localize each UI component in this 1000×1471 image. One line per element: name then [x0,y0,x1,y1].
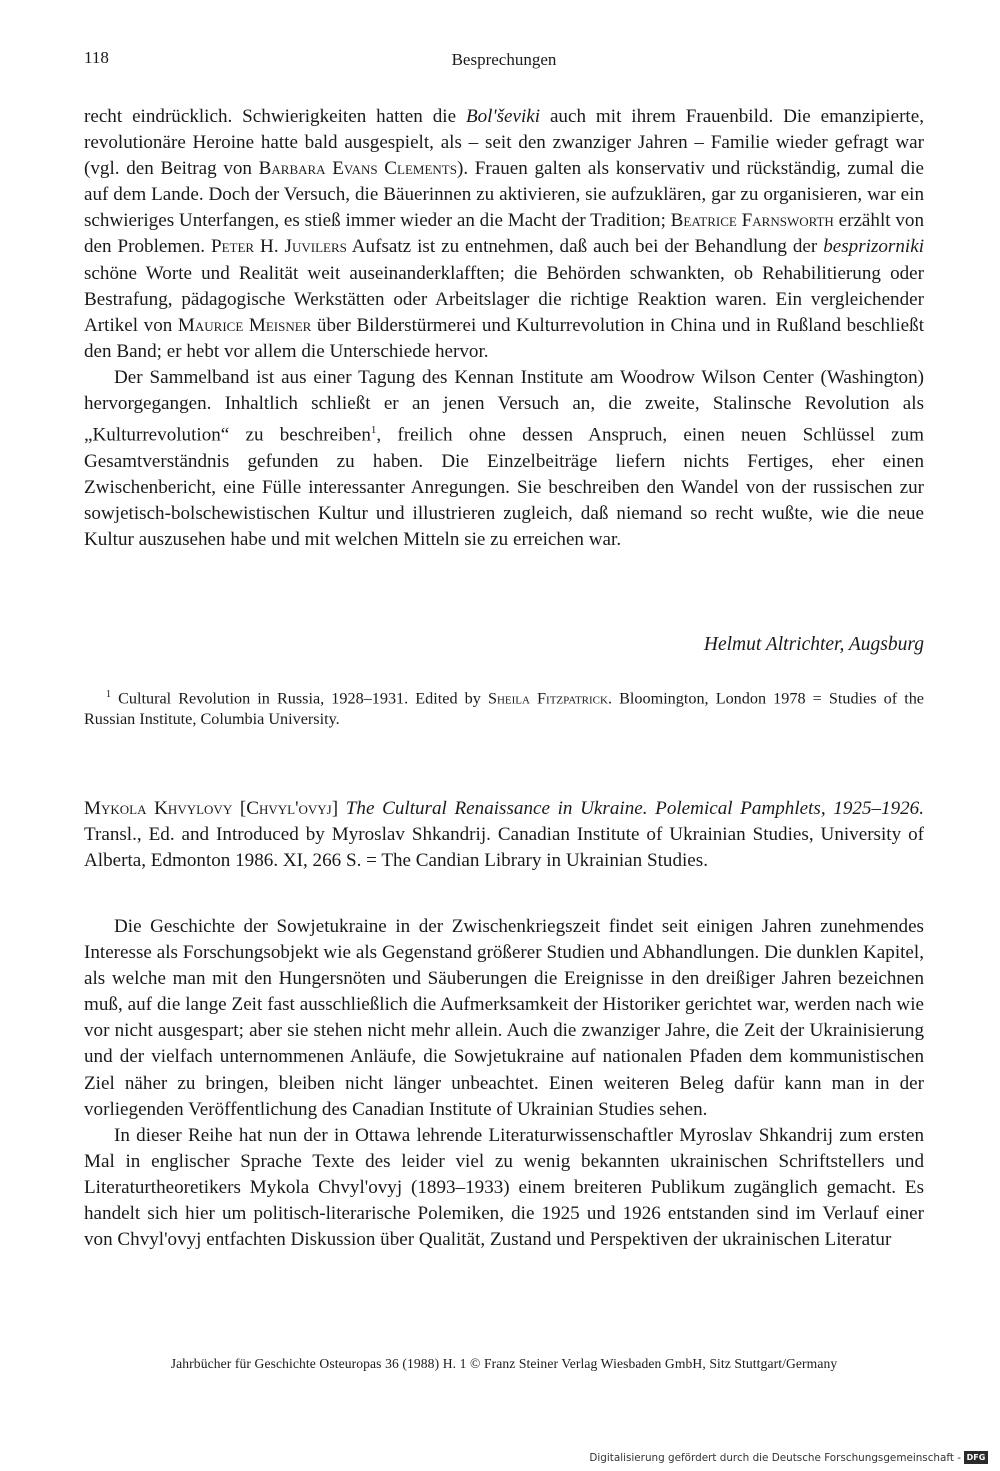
text-run: schöne Worte und Realität weit auseinanderklafften; die Behörden schwankten, ob Rehabilitierung oder Bestrafung, pädagogische Werkstätten oder Arbeitslager die richtige Reaktion waren. Ein vergleichender Artikel von [84,262,924,336]
text-run: Der Sammelband ist aus einer Tagung des Kennan Institute am Woodrow Wilson Center (Washington) hervorgegangen. Inhaltlich schließt er an jenen Versuch an, die zweite, Stalinsche Revolution als „Kulturrevolution“ zu beschreiben [84,366,924,446]
text-run: Cultural Revolution in Russia, 1928–1931. Edited by [111,689,488,708]
footnote-mark: 1 [106,689,111,700]
text-run: über Bilderstürmerei und Kulturrevolution in China und in Rußland beschließt den Band; er hebt vor allem die Unterschiede hervor. [84,314,924,362]
review2-body [84,914,924,1253]
author-name: Beatrice Farnsworth [670,210,834,232]
reviewed-author: Mykola Khvylovy [Chvyl'ovyj] [84,798,339,819]
italic-term: besprizorniki [823,236,924,258]
publication-details: Transl., Ed. and Introduced by Myroslav Shkandrij. Canadian Institute of Ukrainian Studies, University of Alberta, Edmonton 1986. XI, 266 S. = The Candian Library in Ukrainian Studies. [84,824,924,872]
running-head [84,48,924,72]
digitization-note [589,1451,988,1464]
page-number: 118 [84,48,109,67]
author-name: Sheila Fitzpatrick [487,689,608,708]
text-run: erzählt von den Problemen. [84,210,924,258]
review2-bibliographic-header [84,796,924,874]
journal-footer: Jahrbücher für Geschichte Osteuropas 36 (1988) H. 1 © Franz Steiner Verlag Wiesbaden GmbH, Sitz Stuttgart/Germany [170,1356,838,1371]
text-run: . Bloomington, London 1978 = Studies of the Russian Institute, Columbia University. [84,689,924,729]
dfg-logo-icon: DFG [964,1451,988,1464]
review2-paragraph-2: In dieser Reihe hat nun der in Ottawa lehrende Literaturwissenschaftler Myroslav Shkandrij zum ersten Mal in englischer Sprache Texte des leider viel zu wenig bekannten ukrainischen Schriftstellers und Literaturtheoretikers Mykola Chvyl'ovyj (1893–1933) einem breiteren Publikum zugänglich gemacht. Es handelt sich hier um politisch-literarische Polemiken, die 1925 und 1926 entstanden sind im Verlauf einer von Chvyl'ovyj entfachten Diskussion über Qualität, Zustand und Perspektiven der ukrainischen Literatur [84,1124,924,1251]
author-name: Peter H. Juvilers [210,236,347,258]
text-run: auch mit ihrem Frauenbild. Die emanzipierte, revolutionäre Heroine hatte bald ausgespielt, als – seit den zwanziger Jahren – Familie wieder gefragt war (vgl. den Beitrag von [84,106,924,180]
text-run: ). Frauen galten als konservativ und rückständig, zumal die auf dem Lande. Doch der Versuch, die Bäuerinnen zu aktivieren, sie aufzuklären, gar zu organisieren, war ein schwieriges Unterfangen, es stieß immer wieder an die Macht der Tradition; [84,158,924,232]
author-name: Barbara Evans Clements [258,158,457,180]
review2-paragraph-1: Die Geschichte der Sowjetukraine in der Zwischenkriegszeit findet seit einigen Jahren zunehmendes Interesse als Forschungsobjekt wie als Gegenstand größerer Studien und Abhandlungen. Die dunklen Kapitel, als welche man mit den Hungersnöten und Säuberungen die Ereignisse in den dreißiger Jahren bezeichnen muß, auf die lange Zeit fast ausschließlich die Aufmerksamkeit der Historiker gerichtet war, werden nach wie vor nicht ausgespart; aber sie stehen nicht mehr allein. Auch die zwanziger Jahre, die Zeit der Ukrainisierung und der vielfach unternommenen Anläufe, die Sowjetukraine auf nationalen Pfaden dem kommunistischen Ziel näher zu bringen, bleiben nicht länger unbeachtet. Einen weiteren Beleg dafür kann man in der vorliegenden Veröffentlichung des Canadian Institute of Ukrainian Studies sehen. [84,916,924,1120]
italic-term: Bol'ševiki [465,106,541,127]
text-run: Aufsatz ist zu entnehmen, daß auch bei der Behandlung der [346,236,824,258]
text-run: , freilich ohne dessen Anspruch, einen neuen Schlüssel zum Gesamtverständnis gefunden zu haben. Die Einzelbeiträge liefern nichts Fertiges, eher einen Zwischenbericht, eine Fülle interessanter Anregungen. Sie beschreiben den Wandel von der russischen zur sowjetisch-bolschewistischen Kultur und illustrieren zugleich, daß niemand so recht wußte, wie die neue Kultur auszusehen habe und mit welchen Mitteln sie zu erreichen war. [84,424,924,550]
reviewed-title: The Cultural Renaissance in Ukraine. Polemical Pamphlets, 1925–1926. [345,798,924,819]
footnote-reference: 1 [370,424,377,437]
review1-paragraph-2 [84,365,924,553]
section-title: Besprechungen [451,50,557,69]
dfg-note-text: Digitalisierung gefördert durch die Deutsche Forschungsgemeinschaft - [589,1451,961,1464]
text-run: recht eindrücklich. Schwierigkeiten hatten die [84,106,466,127]
author-name: Maurice Meisner [177,314,312,336]
reviewer-signature: Helmut Altrichter, Augsburg [703,634,924,655]
review1-body [84,104,924,553]
footnote [84,684,924,730]
review1-paragraph-1 [84,104,924,365]
